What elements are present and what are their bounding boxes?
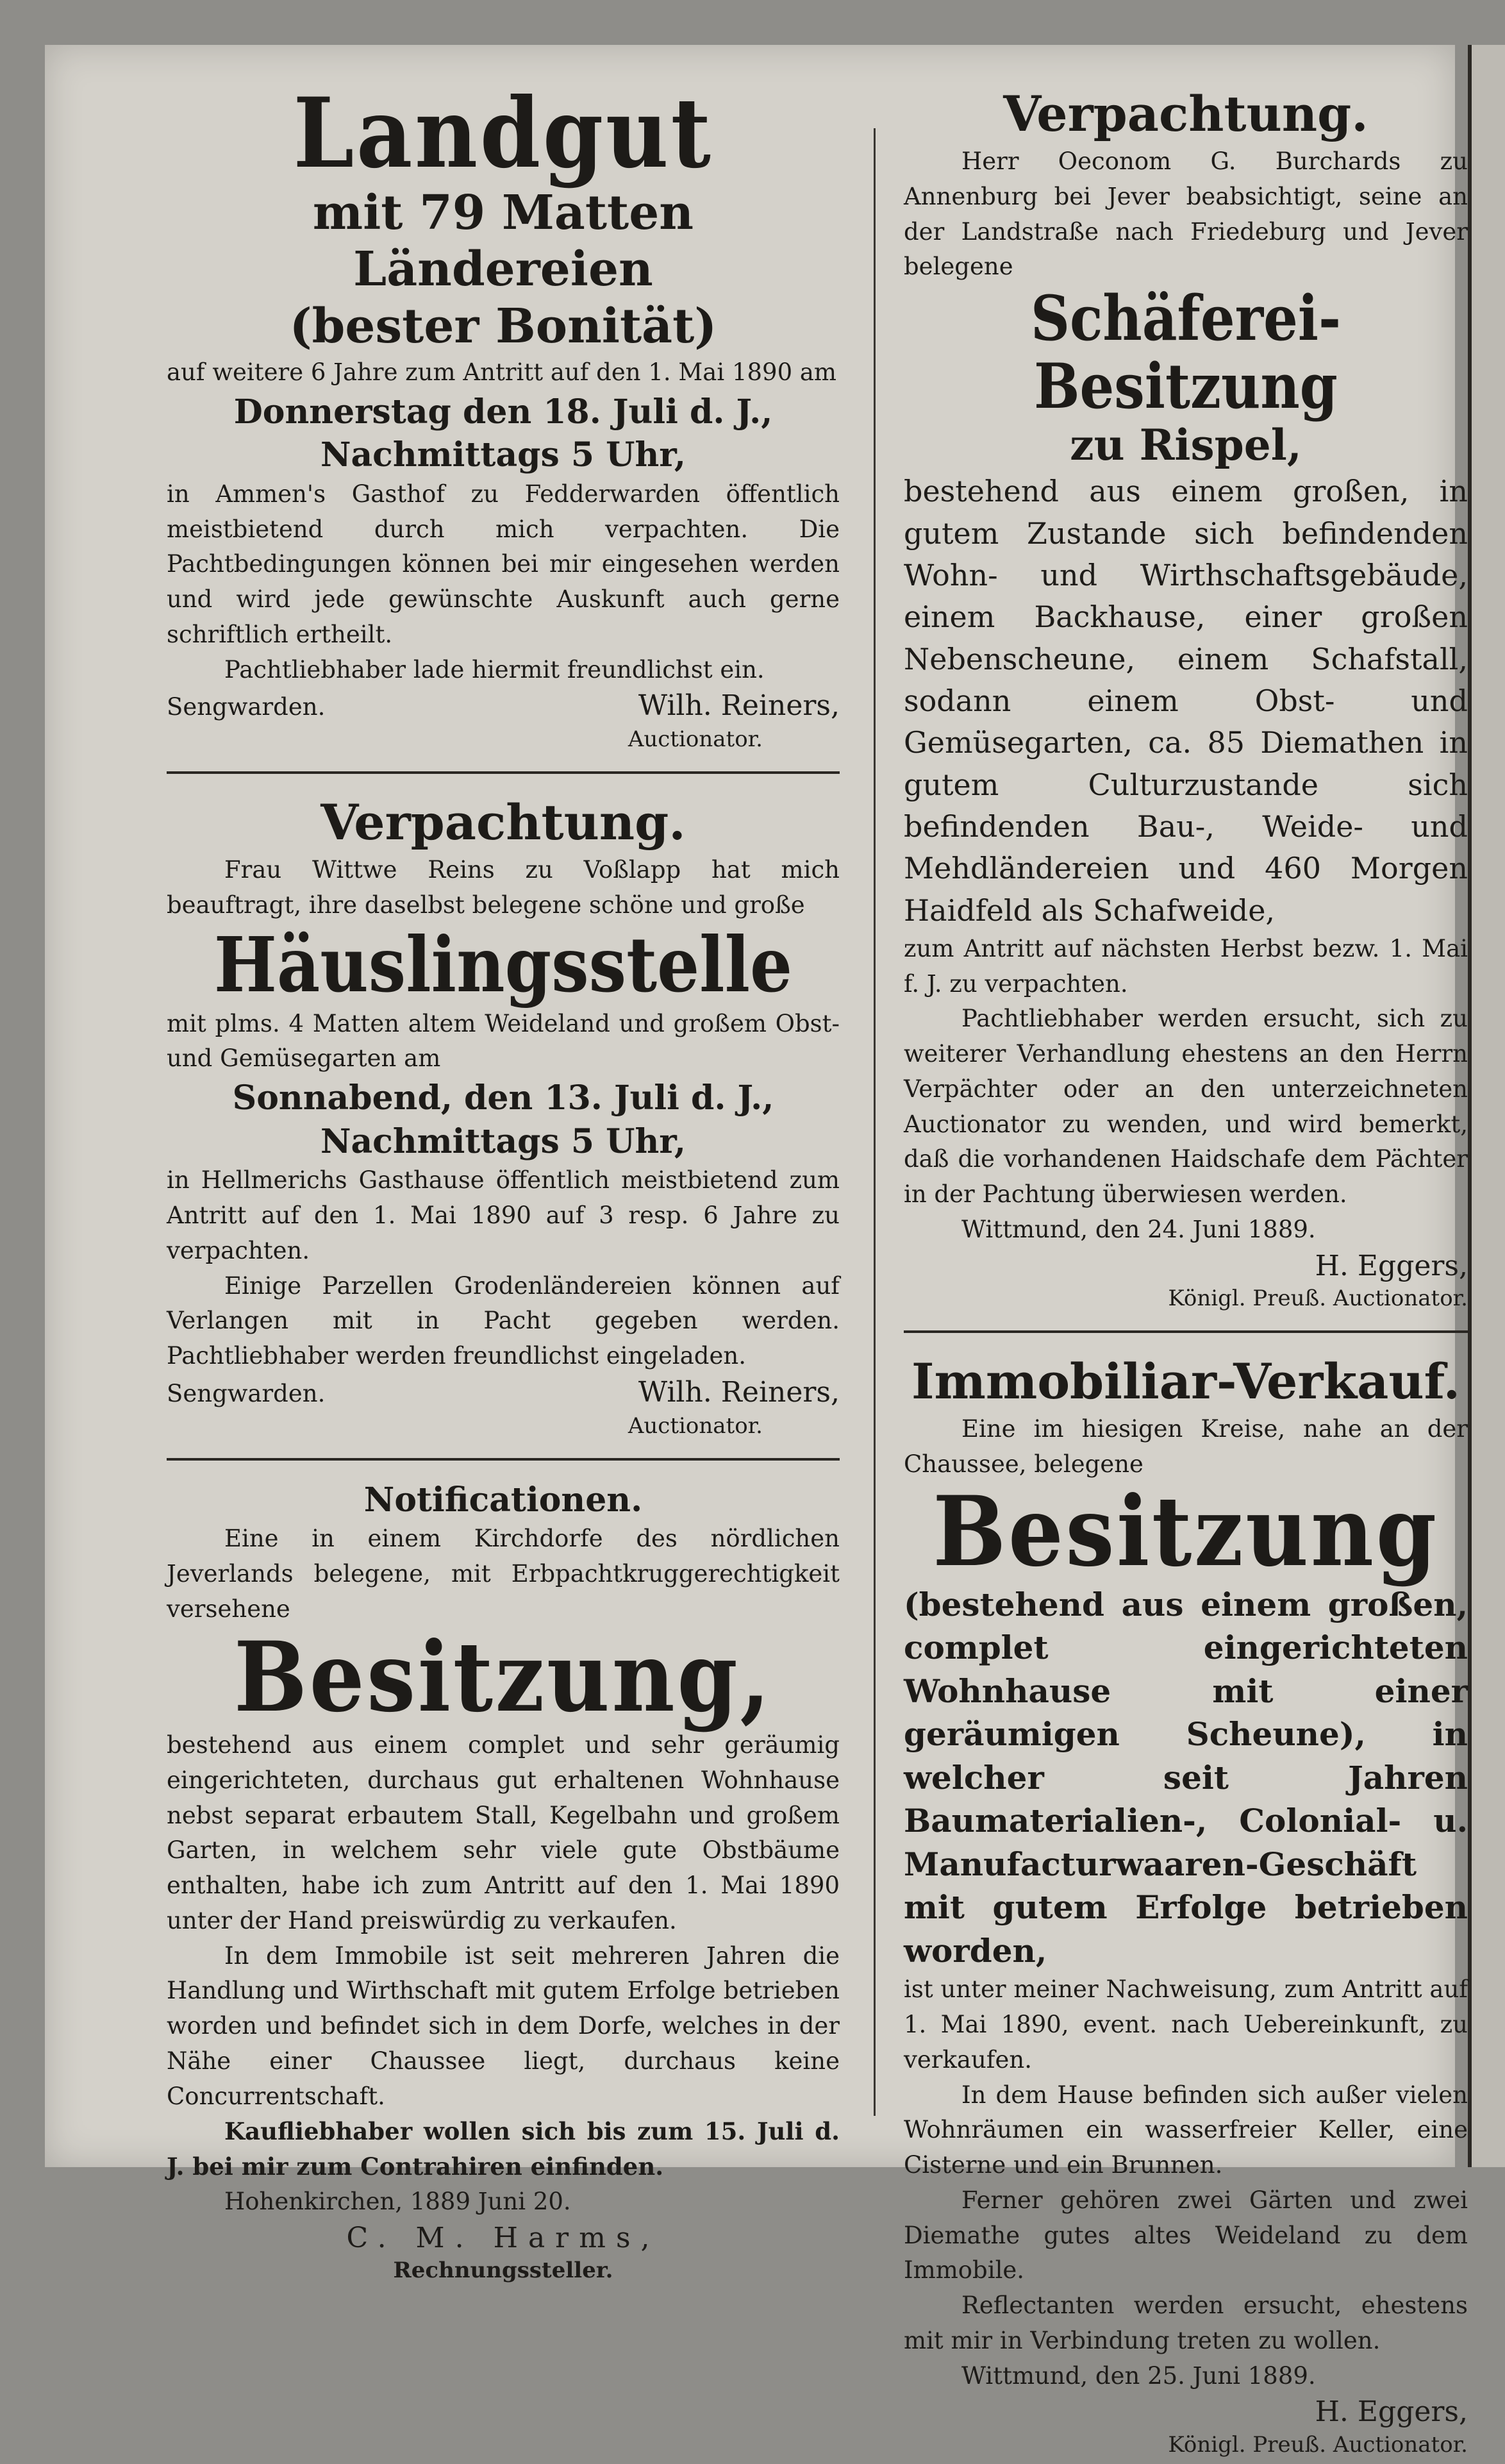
section-divider: [167, 1458, 840, 1461]
ad-dateline: Wittmund, den 24. Juni 1889.: [961, 1215, 1316, 1243]
ad-text: Eine im hiesigen Kreise, nahe an der Chaussee, belegene: [904, 1414, 1468, 1478]
ad-text: in Hellmerichs Gasthause öffentlich meistbietend zum Antritt auf den 1. Mai 1890 auf 3 resp. 6 Jahre zu verpachten.: [167, 1166, 840, 1264]
ad-text: In dem Immobile ist seit mehreren Jahren die Handlung und Wirthschaft mit gutem Erfolge betrieben worden und befindet sich in dem Dorfe, welches in der Nähe einer Chaussee liegt, durchaus keine Concurrentschaft.: [167, 1941, 840, 2110]
ad-title: Notificationen.: [363, 1480, 643, 1520]
ad-heading: Häuslingsstelle: [213, 919, 793, 1009]
ad-text: Pachtliebhaber lade hiermit freundlichst ein.: [224, 655, 765, 683]
ad-date: Sonnabend, den 13. Juli d. J.,: [232, 1078, 774, 1118]
right-column: [904, 83, 1468, 2464]
signature-role: Auctionator.: [628, 1412, 763, 1439]
ad-subtitle: (bester Bonität): [289, 299, 717, 355]
ad-text: Kaufliebhaber wollen sich bis zum 15. Juli d. J. bei mir zum Contrahiren einfinden.: [167, 2117, 840, 2181]
ad-title: Verpachtung.: [1003, 85, 1368, 142]
signature-place: Sengwarden.: [167, 693, 326, 721]
ad-text: in Ammen's Gasthof zu Fedderwarden öffentlich meistbietend durch mich verpachten. Die Pachtbedingungen können bei mir eingesehen werden und wird jede gewünschte Auskunft auch gerne schriftlich ertheilt.: [167, 480, 840, 648]
ad-text: ist unter meiner Nachweisung, zum Antritt auf 1. Mai 1890, event. nach Uebereinkunft, zu verkaufen.: [904, 1975, 1468, 2074]
signature-name: H. Eggers,: [1315, 1249, 1468, 1282]
adjacent-page-edge: [1468, 45, 1505, 2167]
signature-place: Sengwarden.: [167, 1379, 326, 1407]
ad-text: mit plms. 4 Matten altem Weideland und großem Obst- und Gemüsegarten am: [167, 1009, 840, 1073]
ad-text-bold: (bestehend aus einem großen, complet eingerichteten Wohnhause mit einer geräumigen Scheune), in welcher seit Jahren Baumaterialien-, Colonial- u. Manufacturwaaren-Geschäft mit gutem Erfolge betrieben worden,: [904, 1585, 1468, 1970]
ad-signature: [167, 1374, 840, 1412]
signature-name: Wilh. Reiners,: [638, 689, 840, 723]
signature-name: Wilh. Reiners,: [638, 1375, 840, 1409]
ad-landgut: [167, 77, 840, 753]
ad-text: Ferner gehören zwei Gärten und zwei Diemathe gutes altes Weideland zu dem Immobile.: [904, 2186, 1468, 2284]
signature-role: Königl. Preuß. Auctionator.: [1168, 1285, 1468, 1311]
ad-text: bestehend aus einem complet und sehr geräumig eingerichteten, durchaus gut erhaltenen Wohnhause nebst separat erbautem Stall, Kegelbahn und großem Garten, in welchem sehr viele gute Obstbäume enthalten, habe ich zum Antritt auf den 1. Mai 1890 unter der Hand preiswürdig zu verkaufen.: [167, 1731, 840, 1934]
ad-title: Landgut: [293, 77, 713, 190]
ad-schaeferei: [904, 83, 1468, 1312]
ad-haeuslingsstelle: [167, 792, 840, 1439]
ad-dateline: Hohenkirchen, 1889 Juni 20.: [224, 2187, 571, 2215]
signature-role: Rechnungssteller.: [393, 2257, 613, 2283]
ad-subtitle: mit 79 Matten Ländereien: [312, 185, 694, 298]
ad-text: Herr Oeconom G. Burchards zu Annenburg bei Jever beabsichtigt, seine an der Landstraße nach Friedeburg und Jever belegene: [904, 147, 1468, 281]
signature-role: Königl. Preuß. Auctionator.: [1168, 2431, 1468, 2458]
ad-title: Verpachtung.: [320, 794, 686, 851]
ad-heading: Schäferei-Besitzung: [1030, 282, 1342, 423]
ad-text: Einige Parzellen Grodenländereien können auf Verlangen mit in Pacht gegeben werden. Pachtliebhaber werden freundlichst eingeladen.: [167, 1271, 840, 1370]
ad-besitzung: [167, 1479, 840, 2284]
ad-text: Eine in einem Kirchdorfe des nördlichen Jeverlands belegene, mit Erbpachtkruggerechtigkeit versehene: [167, 1525, 840, 1623]
ad-text: Reflectanten werden ersucht, ehestens mit mir in Verbindung treten zu wollen.: [904, 2292, 1468, 2354]
ad-text: Frau Wittwe Reins zu Voßlapp hat mich beauftragt, ihre daselbst belegene schöne und große: [167, 856, 840, 919]
signature-name: C. M. Harms,: [346, 2221, 660, 2254]
section-divider: [904, 1330, 1468, 1333]
ad-subtitle: zu Rispel,: [1070, 420, 1302, 471]
ad-heading: Besitzung: [933, 1475, 1439, 1589]
ad-time: Nachmittags 5 Uhr,: [320, 435, 686, 475]
signature-role: Auctionator.: [628, 726, 763, 753]
ad-text: In dem Hause befinden sich außer vielen Wohnräumen ein wasserfreier Keller, eine Cisterne und ein Brunnen.: [904, 2081, 1468, 2179]
ad-text: zum Antritt auf nächsten Herbst bezw. 1. Mai f. J. zu verpachten.: [904, 934, 1468, 998]
ad-text: bestehend aus einem großen, in gutem Zustande sich befindenden Wohn- und Wirthschaftsgebäude, einem Backhause, einer großen Nebenscheune, einem Schafstall, sodann einem Obst- und Gemüsegarten, ca. 85 Diemathen in gutem Culturzustande sich befindenden Bau-, Weide- und Mehdländereien und 460 Morgen Haidfeld als Schafweide,: [904, 474, 1468, 928]
ad-title: Immobiliar-Verkauf.: [911, 1352, 1461, 1410]
ad-time: Nachmittags 5 Uhr,: [320, 1121, 686, 1161]
ad-date: Donnerstag den 18. Juli d. J.,: [233, 392, 773, 432]
ad-immobiliar-verkauf: [904, 1351, 1468, 2459]
signature-name: H. Eggers,: [1315, 2395, 1468, 2429]
ad-text: Pachtliebhaber werden ersucht, sich zu weiterer Verhandlung ehestens an den Herrn Verpächter oder an den unterzeichneten Auctionator zu wenden, und wird bemerkt, daß die vorhandenen Haidschafe dem Pächter in der Pachtung überwiesen werden.: [904, 1005, 1468, 1209]
ad-heading: Besitzung,: [233, 1620, 773, 1734]
ad-text: auf weitere 6 Jahre zum Antritt auf den 1. Mai 1890 am: [167, 358, 837, 386]
column-divider: [874, 128, 876, 2116]
ad-dateline: Wittmund, den 25. Juni 1889.: [961, 2361, 1316, 2390]
section-divider: [167, 771, 840, 774]
ad-signature: [167, 687, 840, 725]
left-column: [167, 77, 840, 2290]
